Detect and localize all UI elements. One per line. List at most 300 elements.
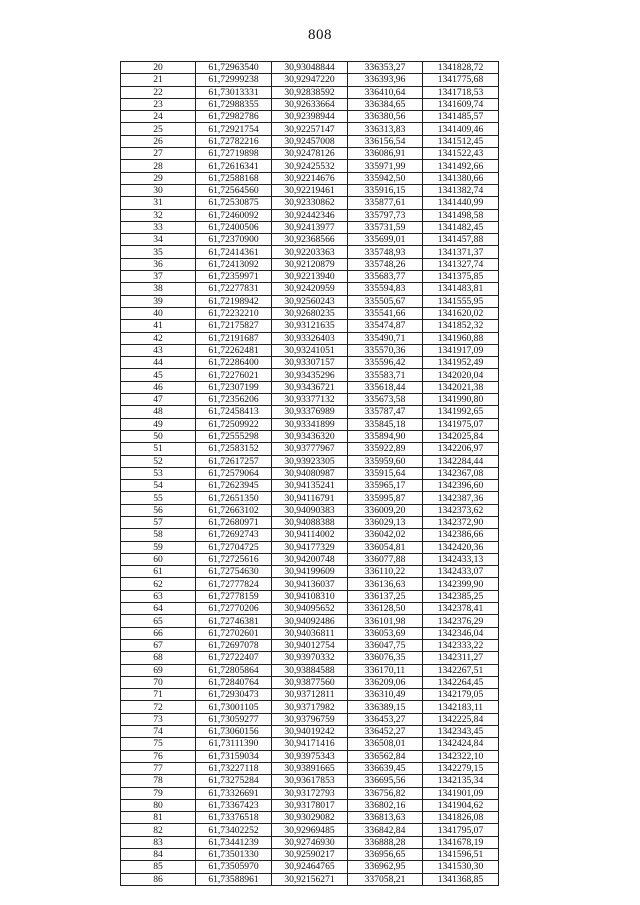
longitude-cell: 30,92457008	[272, 135, 348, 147]
table-row	[121, 664, 499, 676]
longitude-cell: 30,92425532	[272, 160, 348, 172]
x-coordinate-cell: 335699,01	[348, 234, 423, 246]
table-row	[121, 578, 499, 590]
point-number-cell: 66	[121, 627, 196, 639]
table-row	[121, 394, 499, 406]
table-row	[121, 873, 499, 885]
point-number-cell: 54	[121, 480, 196, 492]
longitude-cell: 30,93435296	[272, 369, 348, 381]
table-row	[121, 529, 499, 541]
point-number-cell: 25	[121, 123, 196, 135]
page-number: 808	[308, 27, 332, 43]
y-coordinate-cell: 1342387,36	[423, 492, 499, 504]
y-coordinate-cell: 1342378,41	[423, 603, 499, 615]
point-number-cell: 43	[121, 344, 196, 356]
x-coordinate-cell: 336086,91	[348, 148, 423, 160]
table-row	[121, 676, 499, 688]
table-row	[121, 62, 499, 74]
x-coordinate-cell: 337058,21	[348, 873, 423, 885]
table-row	[121, 307, 499, 319]
latitude-cell: 61,72555298	[196, 430, 272, 442]
table-row	[121, 246, 499, 258]
longitude-cell: 30,94114002	[272, 529, 348, 541]
longitude-cell: 30,92203363	[272, 246, 348, 258]
point-number-cell: 71	[121, 689, 196, 701]
point-number-cell: 37	[121, 271, 196, 283]
latitude-cell: 61,72276021	[196, 369, 272, 381]
point-number-cell: 70	[121, 676, 196, 688]
table-row	[121, 430, 499, 442]
x-coordinate-cell: 335894,90	[348, 430, 423, 442]
table-row	[121, 271, 499, 283]
longitude-cell: 30,93884588	[272, 664, 348, 676]
x-coordinate-cell: 335570,36	[348, 344, 423, 356]
table-row	[121, 172, 499, 184]
y-coordinate-cell: 1341375,85	[423, 271, 499, 283]
point-number-cell: 75	[121, 738, 196, 750]
x-coordinate-cell: 336209,06	[348, 676, 423, 688]
point-number-cell: 78	[121, 775, 196, 787]
point-number-cell: 49	[121, 418, 196, 430]
table-row	[121, 443, 499, 455]
longitude-cell: 30,92838592	[272, 86, 348, 98]
x-coordinate-cell: 335965,17	[348, 480, 423, 492]
point-number-cell: 67	[121, 639, 196, 651]
longitude-cell: 30,93172793	[272, 787, 348, 799]
y-coordinate-cell: 1342367,08	[423, 467, 499, 479]
x-coordinate-cell: 336888,28	[348, 836, 423, 848]
x-coordinate-cell: 335959,60	[348, 455, 423, 467]
table-row	[121, 148, 499, 160]
longitude-cell: 30,93796759	[272, 713, 348, 725]
table-row	[121, 492, 499, 504]
table-row	[121, 689, 499, 701]
longitude-cell: 30,93877560	[272, 676, 348, 688]
latitude-cell: 61,73505970	[196, 861, 272, 873]
x-coordinate-cell: 336076,35	[348, 652, 423, 664]
longitude-cell: 30,93436320	[272, 430, 348, 442]
point-number-cell: 80	[121, 799, 196, 811]
x-coordinate-cell: 336136,63	[348, 578, 423, 590]
latitude-cell: 61,72286400	[196, 357, 272, 369]
latitude-cell: 61,72530875	[196, 197, 272, 209]
point-number-cell: 21	[121, 74, 196, 86]
latitude-cell: 61,73060156	[196, 726, 272, 738]
point-number-cell: 36	[121, 258, 196, 270]
y-coordinate-cell: 1341512,45	[423, 135, 499, 147]
latitude-cell: 61,72782216	[196, 135, 272, 147]
longitude-cell: 30,94136037	[272, 578, 348, 590]
longitude-cell: 30,93121635	[272, 320, 348, 332]
y-coordinate-cell: 1342284,44	[423, 455, 499, 467]
x-coordinate-cell: 335583,71	[348, 369, 423, 381]
longitude-cell: 30,92213940	[272, 271, 348, 283]
longitude-cell: 30,92420959	[272, 283, 348, 295]
y-coordinate-cell: 1341826,08	[423, 812, 499, 824]
table-row	[121, 258, 499, 270]
latitude-cell: 61,72414361	[196, 246, 272, 258]
y-coordinate-cell: 1342386,66	[423, 529, 499, 541]
point-number-cell: 73	[121, 713, 196, 725]
y-coordinate-cell: 1341457,88	[423, 234, 499, 246]
x-coordinate-cell: 335915,64	[348, 467, 423, 479]
longitude-cell: 30,93717982	[272, 701, 348, 713]
latitude-cell: 61,73111390	[196, 738, 272, 750]
point-number-cell: 82	[121, 824, 196, 836]
x-coordinate-cell: 336393,96	[348, 74, 423, 86]
x-coordinate-cell: 335594,83	[348, 283, 423, 295]
table-row	[121, 516, 499, 528]
x-coordinate-cell: 335916,15	[348, 184, 423, 196]
x-coordinate-cell: 336452,27	[348, 726, 423, 738]
point-number-cell: 23	[121, 98, 196, 110]
table-row	[121, 381, 499, 393]
x-coordinate-cell: 336453,27	[348, 713, 423, 725]
table-row	[121, 750, 499, 762]
longitude-cell: 30,92633664	[272, 98, 348, 110]
longitude-cell: 30,92590217	[272, 849, 348, 861]
longitude-cell: 30,94092486	[272, 615, 348, 627]
y-coordinate-cell: 1342420,36	[423, 541, 499, 553]
y-coordinate-cell: 1341620,02	[423, 307, 499, 319]
table-row	[121, 652, 499, 664]
y-coordinate-cell: 1342179,05	[423, 689, 499, 701]
x-coordinate-cell: 336956,65	[348, 849, 423, 861]
longitude-cell: 30,93326403	[272, 332, 348, 344]
x-coordinate-cell: 335845,18	[348, 418, 423, 430]
latitude-cell: 61,72262481	[196, 344, 272, 356]
latitude-cell: 61,72754630	[196, 566, 272, 578]
longitude-cell: 30,93975343	[272, 750, 348, 762]
latitude-cell: 61,72175827	[196, 320, 272, 332]
y-coordinate-cell: 1342372,90	[423, 516, 499, 528]
longitude-cell: 30,92969485	[272, 824, 348, 836]
point-number-cell: 65	[121, 615, 196, 627]
latitude-cell: 61,72583152	[196, 443, 272, 455]
longitude-cell: 30,92330862	[272, 197, 348, 209]
longitude-cell: 30,94012754	[272, 639, 348, 651]
longitude-cell: 30,92214676	[272, 172, 348, 184]
longitude-cell: 30,93377132	[272, 394, 348, 406]
latitude-cell: 61,72725616	[196, 553, 272, 565]
latitude-cell: 61,72692743	[196, 529, 272, 541]
point-number-cell: 50	[121, 430, 196, 442]
longitude-cell: 30,94177329	[272, 541, 348, 553]
x-coordinate-cell: 336170,11	[348, 664, 423, 676]
table-row	[121, 98, 499, 110]
table-row	[121, 615, 499, 627]
latitude-cell: 61,72722407	[196, 652, 272, 664]
x-coordinate-cell: 335505,67	[348, 295, 423, 307]
x-coordinate-cell: 336053,69	[348, 627, 423, 639]
y-coordinate-cell: 1341718,53	[423, 86, 499, 98]
longitude-cell: 30,92442346	[272, 209, 348, 221]
latitude-cell: 61,72778159	[196, 590, 272, 602]
x-coordinate-cell: 336313,83	[348, 123, 423, 135]
longitude-cell: 30,92947220	[272, 74, 348, 86]
table-row	[121, 160, 499, 172]
table-row	[121, 799, 499, 811]
x-coordinate-cell: 335490,71	[348, 332, 423, 344]
latitude-cell: 61,72963540	[196, 62, 272, 74]
y-coordinate-cell: 1341678,19	[423, 836, 499, 848]
x-coordinate-cell: 335731,59	[348, 221, 423, 233]
x-coordinate-cell: 336562,84	[348, 750, 423, 762]
latitude-cell: 61,72359971	[196, 271, 272, 283]
y-coordinate-cell: 1341371,37	[423, 246, 499, 258]
longitude-cell: 30,94199609	[272, 566, 348, 578]
longitude-cell: 30,93617853	[272, 775, 348, 787]
point-number-cell: 69	[121, 664, 196, 676]
x-coordinate-cell: 336047,75	[348, 639, 423, 651]
longitude-cell: 30,93891665	[272, 762, 348, 774]
y-coordinate-cell: 1342020,04	[423, 369, 499, 381]
y-coordinate-cell: 1341368,85	[423, 873, 499, 885]
table-row	[121, 824, 499, 836]
latitude-cell: 61,73013331	[196, 86, 272, 98]
y-coordinate-cell: 1341327,74	[423, 258, 499, 270]
longitude-cell: 30,92746930	[272, 836, 348, 848]
x-coordinate-cell: 336353,27	[348, 62, 423, 74]
table-row	[121, 221, 499, 233]
y-coordinate-cell: 1341483,81	[423, 283, 499, 295]
latitude-cell: 61,72400506	[196, 221, 272, 233]
point-number-cell: 40	[121, 307, 196, 319]
table-row	[121, 467, 499, 479]
longitude-cell: 30,93712811	[272, 689, 348, 701]
longitude-cell: 30,94090383	[272, 504, 348, 516]
point-number-cell: 38	[121, 283, 196, 295]
point-number-cell: 85	[121, 861, 196, 873]
point-number-cell: 79	[121, 787, 196, 799]
table-row	[121, 639, 499, 651]
latitude-cell: 61,73441239	[196, 836, 272, 848]
y-coordinate-cell: 1342346,04	[423, 627, 499, 639]
table-row	[121, 849, 499, 861]
table-row	[121, 504, 499, 516]
x-coordinate-cell: 336029,13	[348, 516, 423, 528]
latitude-cell: 61,72232210	[196, 307, 272, 319]
latitude-cell: 61,72704725	[196, 541, 272, 553]
x-coordinate-cell: 336110,22	[348, 566, 423, 578]
x-coordinate-cell: 336128,50	[348, 603, 423, 615]
table-row	[121, 541, 499, 553]
table-row	[121, 295, 499, 307]
table-row	[121, 566, 499, 578]
y-coordinate-cell: 1342225,84	[423, 713, 499, 725]
point-number-cell: 83	[121, 836, 196, 848]
point-number-cell: 44	[121, 357, 196, 369]
y-coordinate-cell: 1342385,25	[423, 590, 499, 602]
latitude-cell: 61,73059277	[196, 713, 272, 725]
table-row	[121, 320, 499, 332]
point-number-cell: 41	[121, 320, 196, 332]
y-coordinate-cell: 1342021,38	[423, 381, 499, 393]
y-coordinate-cell: 1341952,49	[423, 357, 499, 369]
longitude-cell: 30,92398944	[272, 111, 348, 123]
x-coordinate-cell: 335683,77	[348, 271, 423, 283]
x-coordinate-cell: 336813,63	[348, 812, 423, 824]
table-row	[121, 123, 499, 135]
point-number-cell: 45	[121, 369, 196, 381]
y-coordinate-cell: 1342267,51	[423, 664, 499, 676]
y-coordinate-cell: 1341485,57	[423, 111, 499, 123]
longitude-cell: 30,94088388	[272, 516, 348, 528]
latitude-cell: 61,73159034	[196, 750, 272, 762]
latitude-cell: 61,73367423	[196, 799, 272, 811]
point-number-cell: 55	[121, 492, 196, 504]
longitude-cell: 30,94135241	[272, 480, 348, 492]
x-coordinate-cell: 336380,56	[348, 111, 423, 123]
longitude-cell: 30,94036811	[272, 627, 348, 639]
x-coordinate-cell: 336101,98	[348, 615, 423, 627]
longitude-cell: 30,93970332	[272, 652, 348, 664]
latitude-cell: 61,72663102	[196, 504, 272, 516]
y-coordinate-cell: 1341917,09	[423, 344, 499, 356]
table-row	[121, 86, 499, 98]
y-coordinate-cell: 1342399,90	[423, 578, 499, 590]
latitude-cell: 61,72697078	[196, 639, 272, 651]
latitude-cell: 61,72930473	[196, 689, 272, 701]
point-number-cell: 24	[121, 111, 196, 123]
point-number-cell: 28	[121, 160, 196, 172]
longitude-cell: 30,92680235	[272, 307, 348, 319]
y-coordinate-cell: 1341440,99	[423, 197, 499, 209]
point-number-cell: 34	[121, 234, 196, 246]
y-coordinate-cell: 1341522,43	[423, 148, 499, 160]
y-coordinate-cell: 1342322,10	[423, 750, 499, 762]
latitude-cell: 61,72564560	[196, 184, 272, 196]
latitude-cell: 61,72413092	[196, 258, 272, 270]
longitude-cell: 30,92219461	[272, 184, 348, 196]
table-row	[121, 590, 499, 602]
point-number-cell: 84	[121, 849, 196, 861]
table-row	[121, 344, 499, 356]
table-row	[121, 775, 499, 787]
x-coordinate-cell: 335995,87	[348, 492, 423, 504]
longitude-cell: 30,93178017	[272, 799, 348, 811]
y-coordinate-cell: 1342333,22	[423, 639, 499, 651]
y-coordinate-cell: 1341901,09	[423, 787, 499, 799]
x-coordinate-cell: 336310,49	[348, 689, 423, 701]
point-number-cell: 31	[121, 197, 196, 209]
x-coordinate-cell: 336508,01	[348, 738, 423, 750]
y-coordinate-cell: 1342264,45	[423, 676, 499, 688]
y-coordinate-cell: 1341975,07	[423, 418, 499, 430]
latitude-cell: 61,72616341	[196, 160, 272, 172]
latitude-cell: 61,72579064	[196, 467, 272, 479]
table-row	[121, 184, 499, 196]
table-row	[121, 418, 499, 430]
point-number-cell: 22	[121, 86, 196, 98]
latitude-cell: 61,72651350	[196, 492, 272, 504]
y-coordinate-cell: 1341795,07	[423, 824, 499, 836]
table-row	[121, 726, 499, 738]
latitude-cell: 61,72588168	[196, 172, 272, 184]
table-row	[121, 713, 499, 725]
x-coordinate-cell: 336137,25	[348, 590, 423, 602]
y-coordinate-cell: 1341380,66	[423, 172, 499, 184]
point-number-cell: 51	[121, 443, 196, 455]
x-coordinate-cell: 335474,87	[348, 320, 423, 332]
longitude-cell: 30,94200748	[272, 553, 348, 565]
x-coordinate-cell: 336042,02	[348, 529, 423, 541]
table-row	[121, 135, 499, 147]
x-coordinate-cell: 336384,65	[348, 98, 423, 110]
latitude-cell: 61,72277831	[196, 283, 272, 295]
table-row	[121, 197, 499, 209]
point-number-cell: 29	[121, 172, 196, 184]
x-coordinate-cell: 336156,54	[348, 135, 423, 147]
x-coordinate-cell: 336962,95	[348, 861, 423, 873]
point-number-cell: 32	[121, 209, 196, 221]
point-number-cell: 62	[121, 578, 196, 590]
table-row	[121, 74, 499, 86]
table-row	[121, 332, 499, 344]
latitude-cell: 61,72746381	[196, 615, 272, 627]
latitude-cell: 61,72370900	[196, 234, 272, 246]
latitude-cell: 61,72356206	[196, 394, 272, 406]
table-row	[121, 111, 499, 123]
y-coordinate-cell: 1342135,34	[423, 775, 499, 787]
point-number-cell: 46	[121, 381, 196, 393]
table-row	[121, 234, 499, 246]
longitude-cell: 30,93341899	[272, 418, 348, 430]
table-row	[121, 283, 499, 295]
point-number-cell: 86	[121, 873, 196, 885]
latitude-cell: 61,72999238	[196, 74, 272, 86]
latitude-cell: 61,73588961	[196, 873, 272, 885]
point-number-cell: 53	[121, 467, 196, 479]
y-coordinate-cell: 1341555,95	[423, 295, 499, 307]
x-coordinate-cell: 336389,15	[348, 701, 423, 713]
point-number-cell: 63	[121, 590, 196, 602]
y-coordinate-cell: 1342279,15	[423, 762, 499, 774]
y-coordinate-cell: 1342396,60	[423, 480, 499, 492]
x-coordinate-cell: 335618,44	[348, 381, 423, 393]
point-number-cell: 35	[121, 246, 196, 258]
y-coordinate-cell: 1341992,65	[423, 406, 499, 418]
longitude-cell: 30,92560243	[272, 295, 348, 307]
x-coordinate-cell: 336756,82	[348, 787, 423, 799]
x-coordinate-cell: 335673,58	[348, 394, 423, 406]
y-coordinate-cell: 1342433,13	[423, 553, 499, 565]
table-row	[121, 603, 499, 615]
x-coordinate-cell: 335787,47	[348, 406, 423, 418]
latitude-cell: 61,72191687	[196, 332, 272, 344]
latitude-cell: 61,72982786	[196, 111, 272, 123]
longitude-cell: 30,92120879	[272, 258, 348, 270]
longitude-cell: 30,94116791	[272, 492, 348, 504]
longitude-cell: 30,93923305	[272, 455, 348, 467]
latitude-cell: 61,73326691	[196, 787, 272, 799]
point-number-cell: 74	[121, 726, 196, 738]
x-coordinate-cell: 335748,93	[348, 246, 423, 258]
y-coordinate-cell: 1342376,29	[423, 615, 499, 627]
longitude-cell: 30,93376989	[272, 406, 348, 418]
x-coordinate-cell: 336009,20	[348, 504, 423, 516]
table-row	[121, 812, 499, 824]
longitude-cell: 30,93029082	[272, 812, 348, 824]
point-number-cell: 58	[121, 529, 196, 541]
latitude-cell: 61,72805864	[196, 664, 272, 676]
point-number-cell: 27	[121, 148, 196, 160]
longitude-cell: 30,92257147	[272, 123, 348, 135]
point-number-cell: 47	[121, 394, 196, 406]
longitude-cell: 30,93241051	[272, 344, 348, 356]
y-coordinate-cell: 1342433,07	[423, 566, 499, 578]
longitude-cell: 30,93777967	[272, 443, 348, 455]
